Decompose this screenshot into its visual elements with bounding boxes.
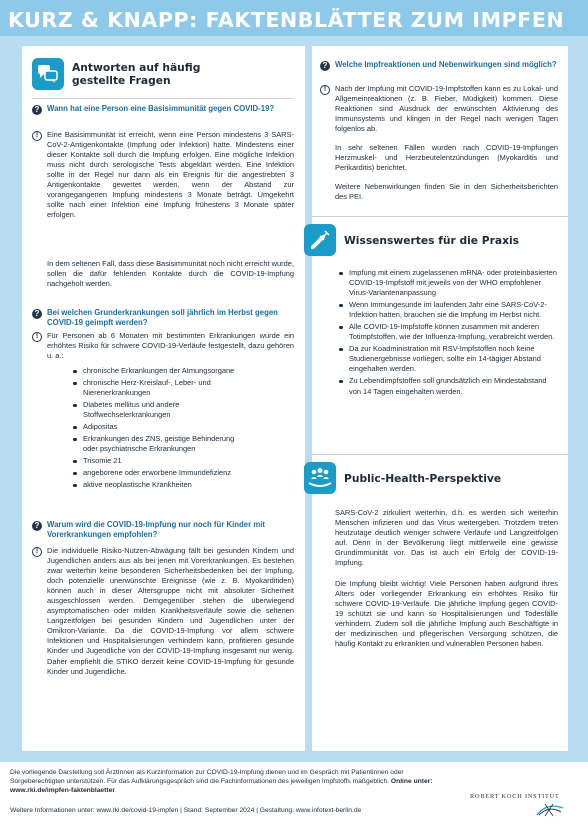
list-item: Zu Lebendimpfstoffen soll grundsätzlich ein Mindestabstand von 14 Tagen eingehalten werden. <box>338 376 560 396</box>
list-item: Trisomie 21 <box>72 456 247 466</box>
exclamation-icon: ! <box>32 332 42 342</box>
divider <box>312 216 568 217</box>
practice-title: Wissenswertes für die Praxis <box>344 233 519 247</box>
health-title: Public-Health-Perspektive <box>344 471 502 485</box>
side-card <box>312 46 568 751</box>
list-item: Wenn Immungesunde im laufenden Jahr eine SARS-CoV-2-Infektion hatten, brauchen sie die Impfung im Herbst nicht. <box>338 300 560 320</box>
exclamation-icon: ! <box>32 131 42 141</box>
list-item: chronische Herz-Kreislauf-, Leber- und Nierenerkrankungen <box>72 378 247 398</box>
faq-answer-2: ! Für Personen ab 6 Monaten mit bestimmten Erkrankungen wurde ein erhöhtes Risiko für schwere COVID-19-Verläufe festgestellt, dazu gehören u. a.: <box>32 331 294 361</box>
people-icon <box>304 462 336 494</box>
health-paragraph-2: Die Impfung bleibt wichtig! Viele Personen haben aufgrund ihres Alters oder vorliegender Erkrankung ein erhöhtes Risiko für schwere COVID-19-Verläufe. Die jährliche Impfung gegen COVID-19 schützt sie und kann so Hospitalisierungen und Todesfälle verhindern. Zudem soll die jährliche Impfung auch Beschäftigte in der medizinischen und pflegerischen Versorgung schützen, die häufig Kontakt zu erkrankten und vulnerablen Personen haben. <box>335 579 558 649</box>
faq-answer-4: ! Nach der Impfung mit COVID-19-Impfstoffen kann es zu Lokal- und Allgemeinreaktionen (z. B. Fieber, Müdigkeit) kommen. Diese Reaktionen sind Ausdruck der erwünschten Aktivierung des Immunsystems und klingen in der Regel nach wenigen Tagen folgenlos ab. <box>320 84 558 134</box>
faq-card <box>22 46 305 751</box>
health-section-header <box>304 462 501 494</box>
online-label: Online unter: <box>390 778 433 786</box>
question-mark-icon: ? <box>32 105 42 115</box>
faq-question-1: ? Wann hat eine Person eine Basisimmunität gegen COVID-19? <box>32 104 294 115</box>
speech-bubbles-icon <box>32 58 64 90</box>
list-item: chronische Erkrankungen der Atmungsorgane <box>72 366 247 376</box>
list-item: Adipositas <box>72 422 247 432</box>
question-mark-icon: ? <box>320 61 330 71</box>
practice-section-header <box>304 224 519 256</box>
divider <box>32 98 294 99</box>
page-title: KURZ & KNAPP: FAKTENBLÄTTER ZUM IMPFEN <box>8 8 565 32</box>
health-paragraph-1: SARS-CoV-2 zirkuliert weiterhin, d.h. es werden sich weiterhin Menschen infizieren und das Virus weitergeben. Trotzdem treten heutzutage deutlich weniger schwere Verläufe und Langzeitfolgen auf. Denn in der Bevölkerung liegt mittlerweile eine gewisse Grundimmunität vor. Das ist auch ein Erfolg der COVID-19-Impfung. <box>335 508 558 568</box>
faq-answer-1-extra: In dem seltenen Fall, dass diese Basisimmunität noch nicht erreicht wurde, sollen die dafür fehlenden Kontakte durch die COVID-19-Impfung nachgeholt werden. <box>47 259 294 289</box>
faq-section-header <box>32 58 242 90</box>
exclamation-icon: ! <box>32 547 42 557</box>
faq-answer-4-extra-2: Weitere Nebenwirkungen finden Sie in den Sicherheitsberichten des PEI. <box>335 182 558 202</box>
list-item: Erkrankungen des ZNS, geistige Behinderung oder psychiatrische Erkrankungen <box>72 434 247 454</box>
list-item: Da zur Koadministration mit RSV-Impfstoffen noch keine Studienergebnisse vorliegen, sollte ein 14-tägiger Abstand eingehalten werden. <box>338 344 560 374</box>
online-link[interactable]: www.rki.de/impfen-faktenblaetter <box>10 787 115 795</box>
list-item: Alle COVID-19-Impfstoffe können zusammen mit anderen Totimpfstoffen, wie der Influenza-Impfung, verabreicht werden. <box>338 322 560 342</box>
footer-info-line: Weitere Informationen unter: www.rki.de/covid-19-impfen | Stand: September 2024 | Gestaltung: www.infotext-berlin.de <box>10 807 362 814</box>
list-item: angeborene oder erworbene Immundefizienz <box>72 468 247 478</box>
divider <box>312 454 568 455</box>
syringe-icon <box>304 224 336 256</box>
rki-logo: ROBERT KOCH INSTITUT <box>470 793 560 800</box>
risk-condition-list <box>72 366 247 491</box>
faq-answer-3: ! Die individuelle Risiko-Nutzen-Abwägung fällt bei gesunden Kindern und Jugendlichen anders aus als bei jenen mit Vorerkrankungen. Es bestehen zwar weiterhin keine besonderen Sicherheitsbedenken bei der Impfung, doch potenzielle unerwünschte Ereignisse (wie z. B. Myokarditiden) können auch in dieser Altersgruppe nicht mit absoluter Sicherheit ausgeschlossen werden. Demgegenüber stehen die überwiegend asymptomatischen oder milden Krankheitsverläufe sowie die seltenen Langzeitfolgen bei gesunden Kindern und Jugendlichen unter der Omikron-Variante. Da die COVID-19-Impfung vor allem schwere Infektionen und Hospitalisierungen verhindern kann, profitieren gesunde Kinder und Jugendliche von der COVID-19-Impfung insgesamt nur wenig. Daher empfiehlt die STIKO derzeit keine COVID-19-Impfung für gesunde Kinder und Jugendliche. <box>32 546 294 677</box>
faq-question-2: ? Bei welchen Grunderkrankungen soll jährlich im Herbst gegen COVID-19 geimpft werden? <box>32 308 294 328</box>
question-mark-icon: ? <box>32 309 42 319</box>
faq-answer-4-extra: In sehr seltenen Fällen wurden nach COVID-19-Impfungen Herzmuskel- und Herzbeutelentzündungen (Myokarditis und Perikarditis) berichtet. <box>335 143 558 173</box>
faq-answer-1: ! Eine Basisimmunität ist erreicht, wenn eine Person mindestens 3 SARS-CoV-2-Antigenkontakte (Impfung oder Infektion) hatte. Mindestens einer dieser Kontakte soll durch die Impfung erfolgen. Eine mögliche Infektion muss nicht durch serologische Tests abgeklärt werden. Eine Infektion sollte in der Regel nur dann als ein Ereignis für die angestrebten 3 Antigenkontakte gewertet werden, wenn der Abstand zur vorangegangenen Impfung mindestens 3 Monate beträgt. Umgekehrt sollte nach einer Infektion eine Impfung frühestens 3 Monate später erfolgen. <box>32 130 294 220</box>
practice-list <box>338 268 560 397</box>
rki-logo-mark-icon <box>535 800 565 818</box>
faq-question-4: ? Welche Impfreaktionen und Nebenwirkungen sind möglich? <box>320 60 558 71</box>
list-item: Impfung mit einem zugelassenen mRNA- oder proteinbasierten COVID-19-Impfstoff mit jeweils von der WHO empfohlener Virus-Variantenanpassung <box>338 268 560 298</box>
footer-disclaimer: Die vorliegende Darstellung soll ÄrztInnen als Kurzinformation zur COVID-19-Impfung dienen und im Gespräch mit Patientinnen oder Sorgeberechtigten unterstützen. Für das Aufklärungsgespräch sind die Fachinformationen des jeweiligen Impfstoffs maßgeblich. Online unter: www.rki.de/impfen-faktenblaetter <box>10 769 433 795</box>
exclamation-icon: ! <box>320 85 330 95</box>
faq-question-3: ? Warum wird die COVID-19-Impfung nur noch für Kinder mit Vorerkrankungen empfohlen? <box>32 520 294 540</box>
faq-title: Antworten auf häufig gestellte Fragen <box>72 61 201 87</box>
list-item: aktive neoplastische Krankheiten <box>72 480 247 490</box>
list-item: Diabetes mellitus und andere Stoffwechselerkrankungen <box>72 400 247 420</box>
question-mark-icon: ? <box>32 521 42 531</box>
